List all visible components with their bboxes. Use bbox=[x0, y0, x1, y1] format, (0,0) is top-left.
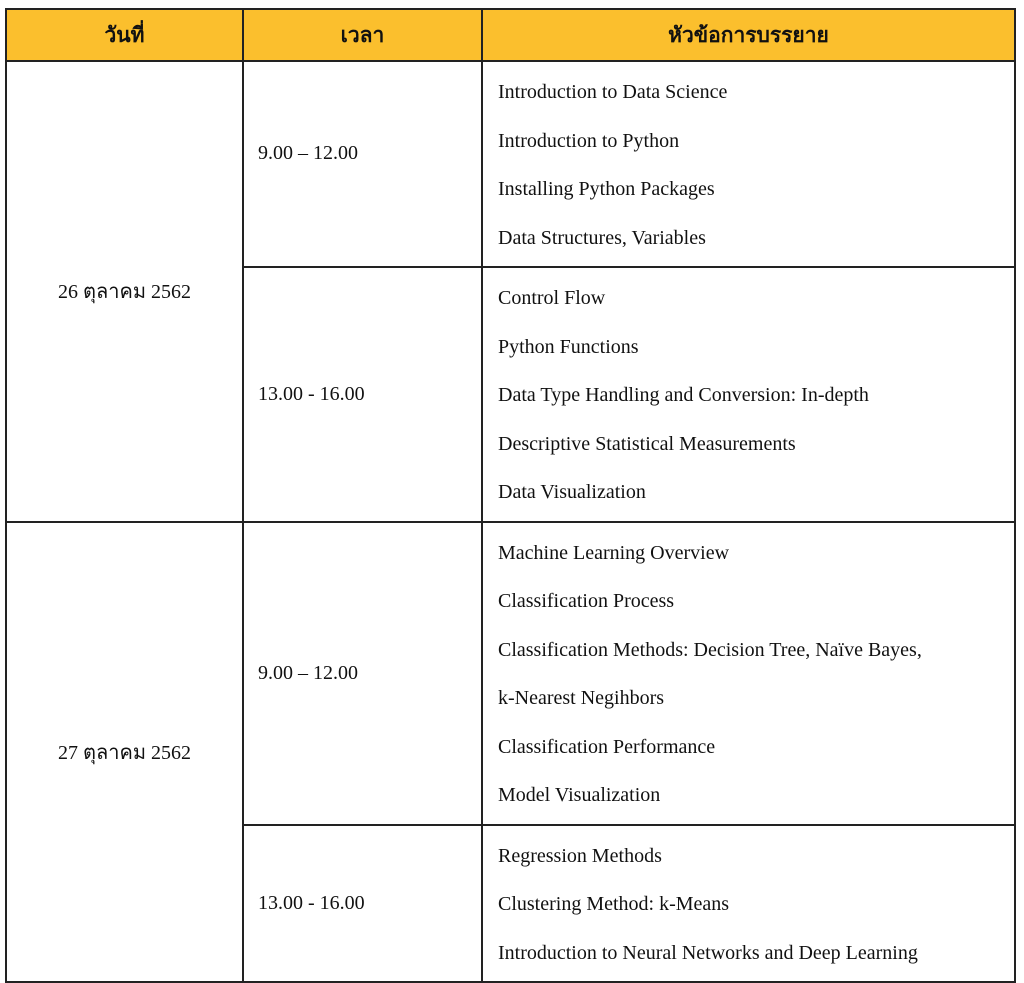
table-row bbox=[6, 522, 1015, 825]
topics-cell bbox=[482, 825, 1015, 983]
topic-item: Classification Performance bbox=[498, 735, 716, 758]
topic-item: Classification Process bbox=[498, 590, 675, 612]
time-cell: 9.00 – 12.00 bbox=[243, 522, 482, 825]
time-cell: 13.00 - 16.00 bbox=[243, 825, 482, 983]
topic-item: Regression Methods bbox=[498, 844, 662, 867]
topic-item: Data Type Handling and Conversion: In-depth bbox=[498, 384, 869, 406]
date-cell: 26 ตุลาคม 2562 bbox=[6, 61, 243, 522]
time-cell: 9.00 – 12.00 bbox=[243, 61, 482, 267]
topic-item: Data Visualization bbox=[498, 481, 646, 503]
topic-item: Introduction to Data Science bbox=[498, 81, 728, 103]
schedule-table bbox=[5, 8, 1016, 983]
header-time: เวลา bbox=[243, 9, 482, 61]
header-date: วันที่ bbox=[6, 9, 243, 61]
topic-item: Clustering Method: k-Means bbox=[498, 893, 730, 915]
topics-cell bbox=[482, 522, 1015, 825]
header-row bbox=[6, 9, 1015, 61]
topic-item: Control Flow bbox=[498, 287, 606, 309]
topics-cell bbox=[482, 61, 1015, 267]
table-row bbox=[6, 61, 1015, 267]
topic-item: Descriptive Statistical Measurements bbox=[498, 432, 796, 455]
topic-item: Machine Learning Overview bbox=[498, 541, 730, 564]
topic-item: k-Nearest Negihbors bbox=[498, 687, 665, 709]
time-cell: 13.00 - 16.00 bbox=[243, 267, 482, 522]
topics-cell bbox=[482, 267, 1015, 522]
header-topic: หัวข้อการบรรยาย bbox=[482, 9, 1015, 61]
topic-item: Python Functions bbox=[498, 335, 639, 358]
topic-item: Classification Methods: Decision Tree, Naïve Bayes, bbox=[498, 638, 922, 661]
date-cell: 27 ตุลาคม 2562 bbox=[6, 522, 243, 983]
topic-item: Model Visualization bbox=[498, 784, 661, 806]
topic-item: Installing Python Packages bbox=[498, 178, 715, 200]
topic-item: Introduction to Neural Networks and Deep Learning bbox=[498, 941, 918, 964]
topic-item: Introduction to Python bbox=[498, 129, 680, 152]
topic-item: Data Structures, Variables bbox=[498, 226, 706, 249]
